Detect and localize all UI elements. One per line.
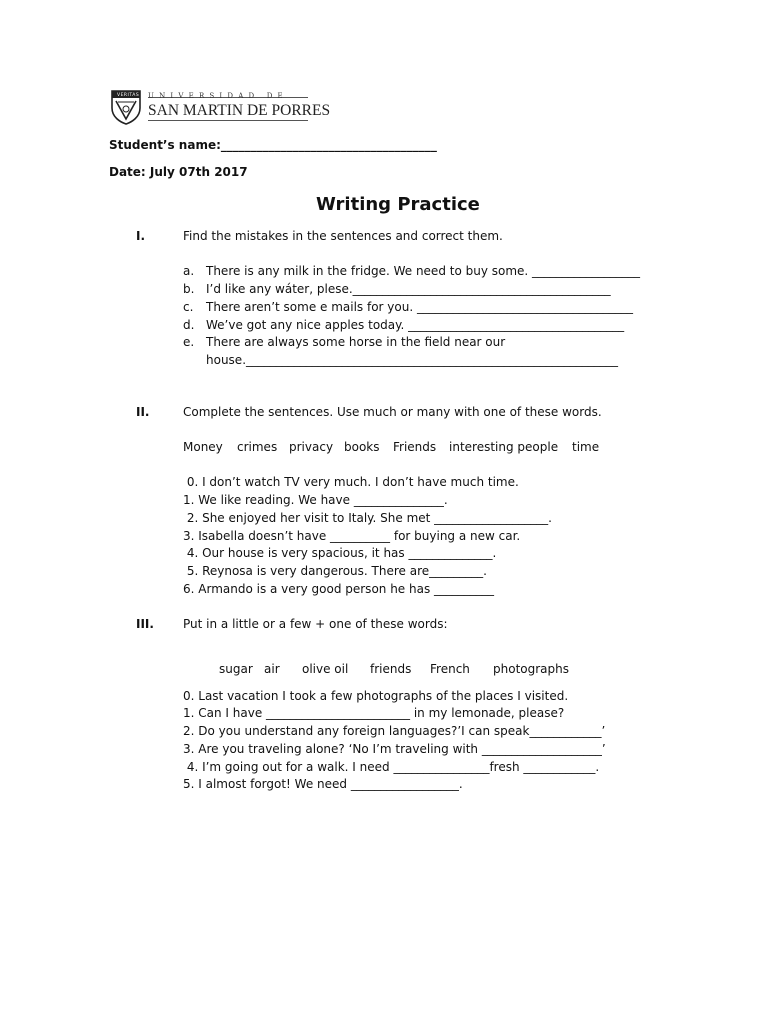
word-bank-item: Money bbox=[183, 440, 223, 454]
word-bank-item: olive oil bbox=[302, 662, 349, 676]
exercise-line: 2. She enjoyed her visit to Italy. She met ___________________. bbox=[183, 511, 552, 525]
list-item: I’d like any wáter, plese.___________________________________________ bbox=[206, 282, 611, 296]
page-title: Writing Practice bbox=[316, 194, 480, 215]
university-logo bbox=[108, 88, 331, 126]
section-2-instruction: Complete the sentences. Use much or many with one of these words. bbox=[183, 405, 602, 419]
word-bank-item: privacy bbox=[289, 440, 334, 454]
exercise-line: 4. I’m going out for a walk. I need ________________fresh ____________. bbox=[183, 760, 600, 774]
exercise-line: 5. I almost forgot! We need __________________. bbox=[183, 777, 463, 791]
section-3-instruction: Put in a little or a few + one of these words: bbox=[183, 617, 448, 631]
word-bank-item: air bbox=[264, 662, 280, 676]
exercise-line: 0. I don’t watch TV very much. I don’t have much time. bbox=[183, 475, 519, 489]
list-item: There is any milk in the fridge. We need to buy some. __________________ bbox=[206, 264, 641, 278]
word-bank-item: photographs bbox=[493, 662, 569, 676]
list-item: There aren’t some e mails for you. ____________________________________ bbox=[206, 300, 633, 314]
word-bank-item: French bbox=[430, 662, 470, 676]
word-bank-item: interesting people bbox=[449, 440, 559, 454]
exercise-line: 5. Reynosa is very dangerous. There are_________. bbox=[183, 564, 487, 578]
list-item-marker: c. bbox=[183, 300, 194, 314]
exercise-line: 1. Can I have ________________________ in my lemonade, please? bbox=[183, 706, 565, 720]
word-bank-item: sugar bbox=[219, 662, 253, 676]
logo-university-label: UNIVERSIDAD DE bbox=[148, 92, 288, 100]
word-bank-item: books bbox=[344, 440, 380, 454]
word-bank-item: friends bbox=[370, 662, 412, 676]
list-item-marker: e. bbox=[183, 335, 195, 349]
date-line: Date: July 07th 2017 bbox=[109, 165, 248, 179]
list-item-marker: d. bbox=[183, 318, 195, 332]
word-bank-item: Friends bbox=[393, 440, 437, 454]
section-3-numeral: III. bbox=[136, 617, 154, 631]
word-bank-item: time bbox=[572, 440, 600, 454]
student-name-field: Student’s name:____________________________________ bbox=[109, 138, 437, 152]
exercise-line: 2. Do you understand any foreign languages?’I can speak____________’ bbox=[183, 724, 606, 738]
crest-text: VERITAS bbox=[117, 92, 140, 98]
logo-rule-bottom bbox=[148, 120, 308, 123]
exercise-line: 4. Our house is very spacious, it has ______________. bbox=[183, 546, 497, 560]
exercise-line: 1. We like reading. We have _______________. bbox=[183, 493, 448, 507]
list-item: There are always some horse in the field near our bbox=[206, 335, 506, 349]
list-item: We’ve got any nice apples today. ____________________________________ bbox=[206, 318, 625, 332]
exercise-line: 3. Isabella doesn’t have __________ for buying a new car. bbox=[183, 529, 521, 543]
exercise-line: 0. Last vacation I took a few photographs of the places I visited. bbox=[183, 689, 569, 703]
list-item-marker: b. bbox=[183, 282, 195, 296]
exercise-line: 3. Are you traveling alone? ‘No I’m traveling with ____________________’ bbox=[183, 742, 606, 756]
section-2-numeral: II. bbox=[136, 405, 150, 419]
section-1-instruction: Find the mistakes in the sentences and correct them. bbox=[183, 229, 503, 243]
list-item-continuation: house.______________________________________________________________ bbox=[206, 353, 619, 367]
section-1-numeral: I. bbox=[136, 229, 146, 243]
word-bank-item: crimes bbox=[237, 440, 278, 454]
exercise-line: 6. Armando is a very good person he has __________ bbox=[183, 582, 495, 596]
logo-university-name: SAN MARTIN DE PORRES bbox=[148, 102, 331, 119]
list-item-marker: a. bbox=[183, 264, 195, 278]
